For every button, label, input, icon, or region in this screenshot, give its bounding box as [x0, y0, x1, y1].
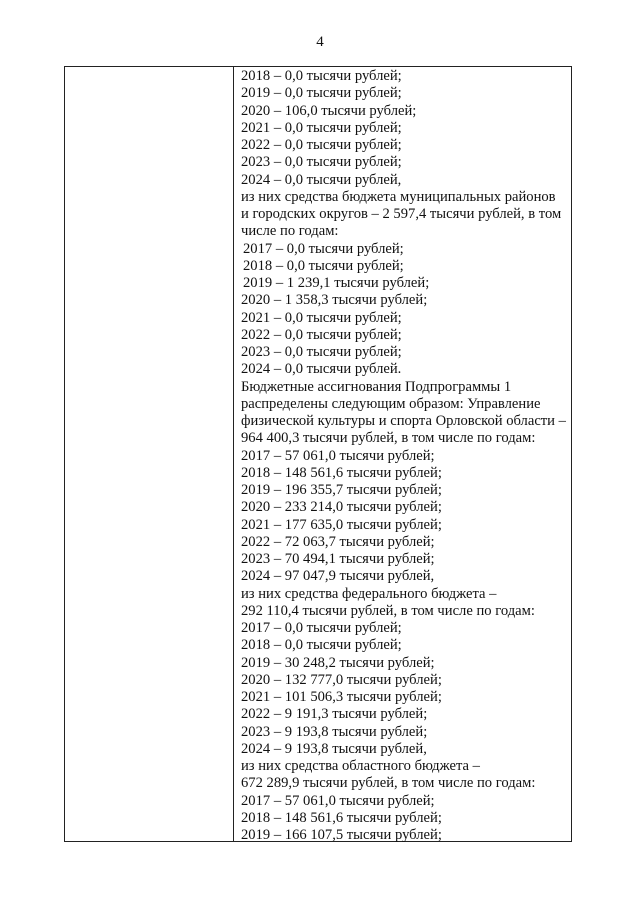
column-divider — [233, 67, 234, 841]
text-line: 2018 – 148 561,6 тысячи рублей; — [241, 464, 442, 481]
text-line: 2019 – 1 239,1 тысячи рублей; — [243, 275, 430, 291]
text-line: 2017 – 0,0 тысячи рублей; — [243, 240, 404, 257]
text-line: из них средства областного бюджета – — [241, 758, 480, 774]
text-line: 2024 – 9 193,8 тысячи рублей, — [241, 740, 427, 757]
text-line: 2020 – 233 214,0 тысячи рублей; — [241, 499, 442, 516]
text-line: 2020 – 106,0 тысячи рублей; — [241, 102, 417, 119]
text-line: Бюджетные ассигнования Подпрограммы 1 — [241, 378, 512, 395]
text-line: 2021 – 0,0 тысячи рублей; — [241, 309, 402, 326]
text-line: 2020 – 1 358,3 тысячи рублей; — [241, 292, 428, 309]
text-line: 2024 – 97 047,9 тысячи рублей, — [241, 568, 435, 585]
text-line: 2021 – 101 506,3 тысячи рублей; — [241, 689, 442, 705]
text-line: 2017 – 0,0 тысячи рублей; — [241, 620, 402, 636]
text-line: 2022 – 0,0 тысячи рублей; — [241, 326, 402, 343]
page-number: 4 — [316, 34, 324, 50]
text-line: из них средства бюджета муниципальных районов — [241, 188, 556, 205]
text-line: 2018 – 0,0 тысячи рублей; — [241, 68, 402, 84]
text-line: 2023 – 0,0 тысячи рублей; — [241, 344, 402, 360]
table-right-cell — [241, 68, 571, 844]
text-line: 2018 – 148 561,6 тысячи рублей; — [241, 809, 442, 826]
text-line: 672 289,9 тысячи рублей, в том числе по годам: — [241, 775, 536, 792]
document-table — [64, 66, 572, 842]
text-line: и городских округов – 2 597,4 тысячи рублей, в том — [241, 206, 562, 222]
text-line: 2018 – 0,0 тысячи рублей; — [243, 257, 404, 274]
text-line: 2017 – 57 061,0 тысячи рублей; — [241, 792, 435, 809]
text-line: 2022 – 9 191,3 тысячи рублей; — [241, 706, 428, 723]
text-line: 2021 – 0,0 тысячи рублей; — [241, 119, 402, 136]
text-line: 2019 – 30 248,2 тысячи рублей; — [241, 654, 435, 671]
text-line: 964 400,3 тысячи рублей, в том числе по годам: — [241, 430, 536, 447]
text-line: 2017 – 57 061,0 тысячи рублей; — [241, 447, 435, 464]
text-line: физической культуры и спорта Орловской области – — [241, 413, 566, 429]
text-line: 2019 – 166 107,5 тысячи рублей; — [241, 827, 442, 843]
text-line: 2023 – 9 193,8 тысячи рублей; — [241, 723, 428, 740]
text-line: 2019 – 196 355,7 тысячи рублей; — [241, 482, 442, 498]
text-line: числе по годам: — [241, 223, 339, 240]
text-line: 2019 – 0,0 тысячи рублей; — [241, 85, 402, 102]
text-line: из них средства федерального бюджета – — [241, 585, 497, 602]
text-line: 2021 – 177 635,0 тысячи рублей; — [241, 516, 442, 533]
text-line: 2023 – 0,0 тысячи рублей; — [241, 154, 402, 171]
text-line: распределены следующим образом: Управление — [241, 395, 541, 412]
text-line: 2023 – 70 494,1 тысячи рублей; — [241, 551, 435, 567]
text-line: 2022 – 0,0 тысячи рублей; — [241, 137, 402, 153]
text-line: 2024 – 0,0 тысячи рублей, — [241, 171, 402, 188]
text-line: 2020 – 132 777,0 тысячи рублей; — [241, 671, 442, 688]
text-line: 2018 – 0,0 тысячи рублей; — [241, 637, 402, 654]
text-line: 2022 – 72 063,7 тысячи рублей; — [241, 533, 435, 550]
text-line: 292 110,4 тысячи рублей, в том числе по годам: — [241, 602, 535, 619]
text-line: 2024 – 0,0 тысячи рублей. — [241, 361, 402, 378]
